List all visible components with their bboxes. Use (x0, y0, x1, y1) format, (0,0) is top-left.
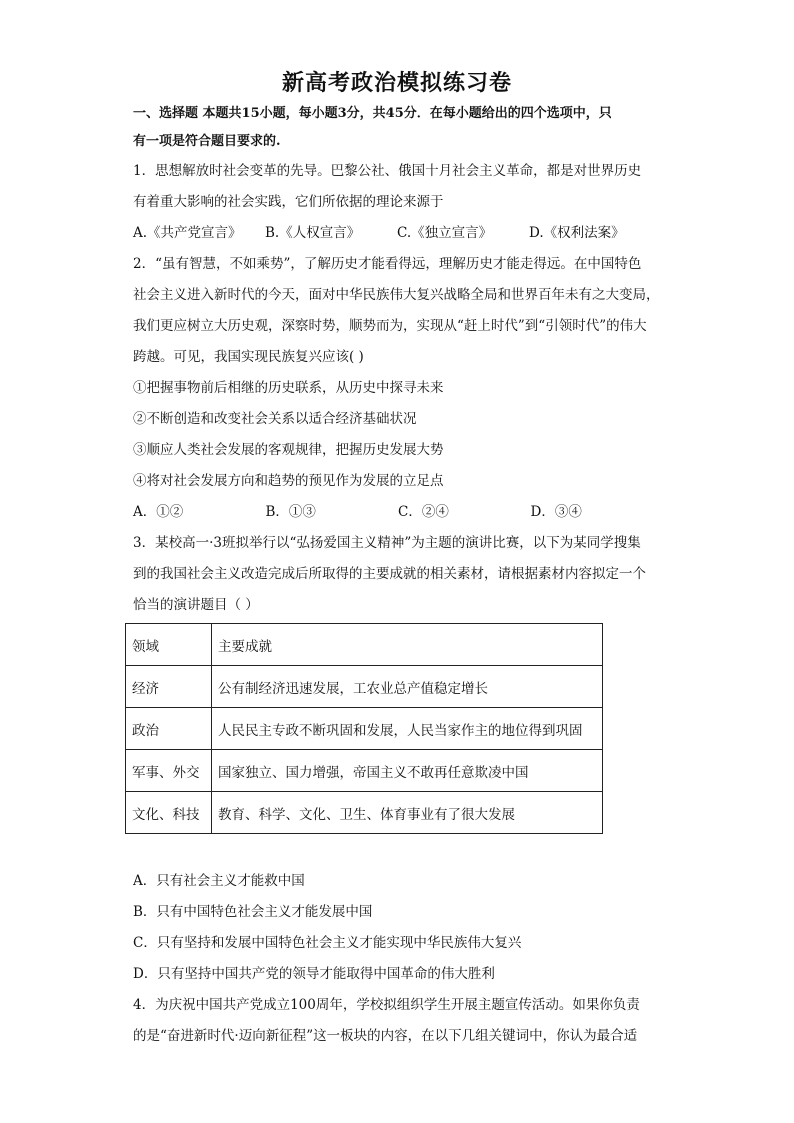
achievement-table (125, 623, 603, 834)
table-cell: 国家独立、国力增强，帝国主义不敢再任意欺凌中国 (212, 750, 603, 792)
option-a[interactable]: A.《共产党宣言》 (133, 225, 242, 241)
question-text-line: 恰当的演讲题目（ ） (133, 597, 259, 613)
option-c[interactable]: C．只有坚持和发展中国特色社会主义才能实现中华民族伟大复兴 (133, 935, 522, 951)
question-text-line: 社会主义进入新时代的今天，面对中华民族伟大复兴战略全局和世界百年未有之大变局， (133, 287, 660, 303)
table-row (126, 792, 603, 834)
option-b[interactable]: B．①③ (265, 504, 316, 520)
question-3 (133, 528, 663, 990)
table-cell: 经济 (126, 666, 212, 708)
option-b[interactable]: B．只有中国特色社会主义才能发展中国 (133, 904, 373, 920)
table-cell: 领域 (126, 624, 212, 666)
question-text-line: 有着重大影响的社会实践，它们所依据的理论来源于 (133, 194, 444, 210)
table-row (126, 750, 603, 792)
exam-content (133, 100, 663, 1052)
question-2 (133, 249, 663, 528)
statement-4: ④将对社会发展方向和趋势的预见作为发展的立足点 (133, 473, 444, 489)
table-cell: 政治 (126, 708, 212, 750)
section-instruction-line: 一、选择题 本题共15小题，每小题3分，共45分．在每小题给出的四个选项中，只 (133, 106, 612, 121)
question-text-line: 1．思想解放时社会变革的先导。巴黎公社、俄国十月社会主义革命，都是对世界历史 (133, 163, 642, 179)
question-text-line: 4．为庆祝中国共产党成立100周年，学校拟组织学生开展主题宣传活动。如果你负责 (133, 997, 640, 1013)
question-options (133, 497, 663, 528)
option-d[interactable]: D.《权利法案》 (529, 225, 625, 241)
table-cell: 人民民主专政不断巩固和发展，人民当家作主的地位得到巩固 (212, 708, 603, 750)
table-cell: 公有制经济迅速发展，工农业总产值稳定增长 (212, 666, 603, 708)
statement-3: ③顺应人类社会发展的客观规律，把握历史发展大势 (133, 442, 444, 458)
option-d[interactable]: D．只有坚持中国共产党的领导才能取得中国革命的伟大胜利 (133, 966, 495, 982)
question-options (133, 218, 663, 249)
table-cell: 文化、科技 (126, 792, 212, 834)
question-4 (133, 990, 663, 1052)
question-text-line: 的是“奋进新时代·迈向新征程”这一板块的内容，在以下几组关键词中，你认为最合适 (133, 1028, 638, 1044)
question-text-line: 跨越。可见，我国实现民族复兴应该( ) (133, 349, 364, 365)
option-b[interactable]: B.《人权宣言》 (265, 225, 361, 241)
option-d[interactable]: D．③④ (530, 504, 582, 520)
section-instruction-line: 有一项是符合题目要求的. (133, 134, 281, 149)
option-c[interactable]: C.《独立宣言》 (397, 225, 493, 241)
question-1 (133, 156, 663, 249)
option-c[interactable]: C．②④ (398, 504, 449, 520)
table-cell: 军事、外交 (126, 750, 212, 792)
table-header-row (126, 624, 603, 666)
statement-1: ①把握事物前后相继的历史联系，从历史中探寻未来 (133, 380, 444, 396)
table-row (126, 666, 603, 708)
question-text-line: 我们更应树立大历史观，深察时势，顺势而为，实现从“赶上时代”到“引领时代”的伟大 (133, 318, 647, 334)
question-text-line: 3．某校高一·3班拟举行以“弘扬爱国主义精神”为主题的演讲比赛，以下为某同学搜集 (133, 535, 641, 551)
table-cell: 主要成就 (212, 624, 603, 666)
question-text-line: 到的我国社会主义改造完成后所取得的主要成就的相关素材，请根据素材内容拟定一个 (133, 566, 646, 582)
statement-2: ②不断创造和改变社会关系以适合经济基础状况 (133, 411, 417, 427)
option-a[interactable]: A．只有社会主义才能救中国 (133, 873, 305, 889)
page-title: 新高考政治模拟练习卷 (281, 70, 512, 96)
table-row (126, 708, 603, 750)
question-text-line: 2．“虽有智慧，不如乘势”，了解历史才能看得远，理解历史才能走得远。在中国特色 (133, 256, 642, 272)
table-cell: 教育、科学、文化、卫生、体育事业有了很大发展 (212, 792, 603, 834)
option-a[interactable]: A．①② (133, 504, 184, 520)
